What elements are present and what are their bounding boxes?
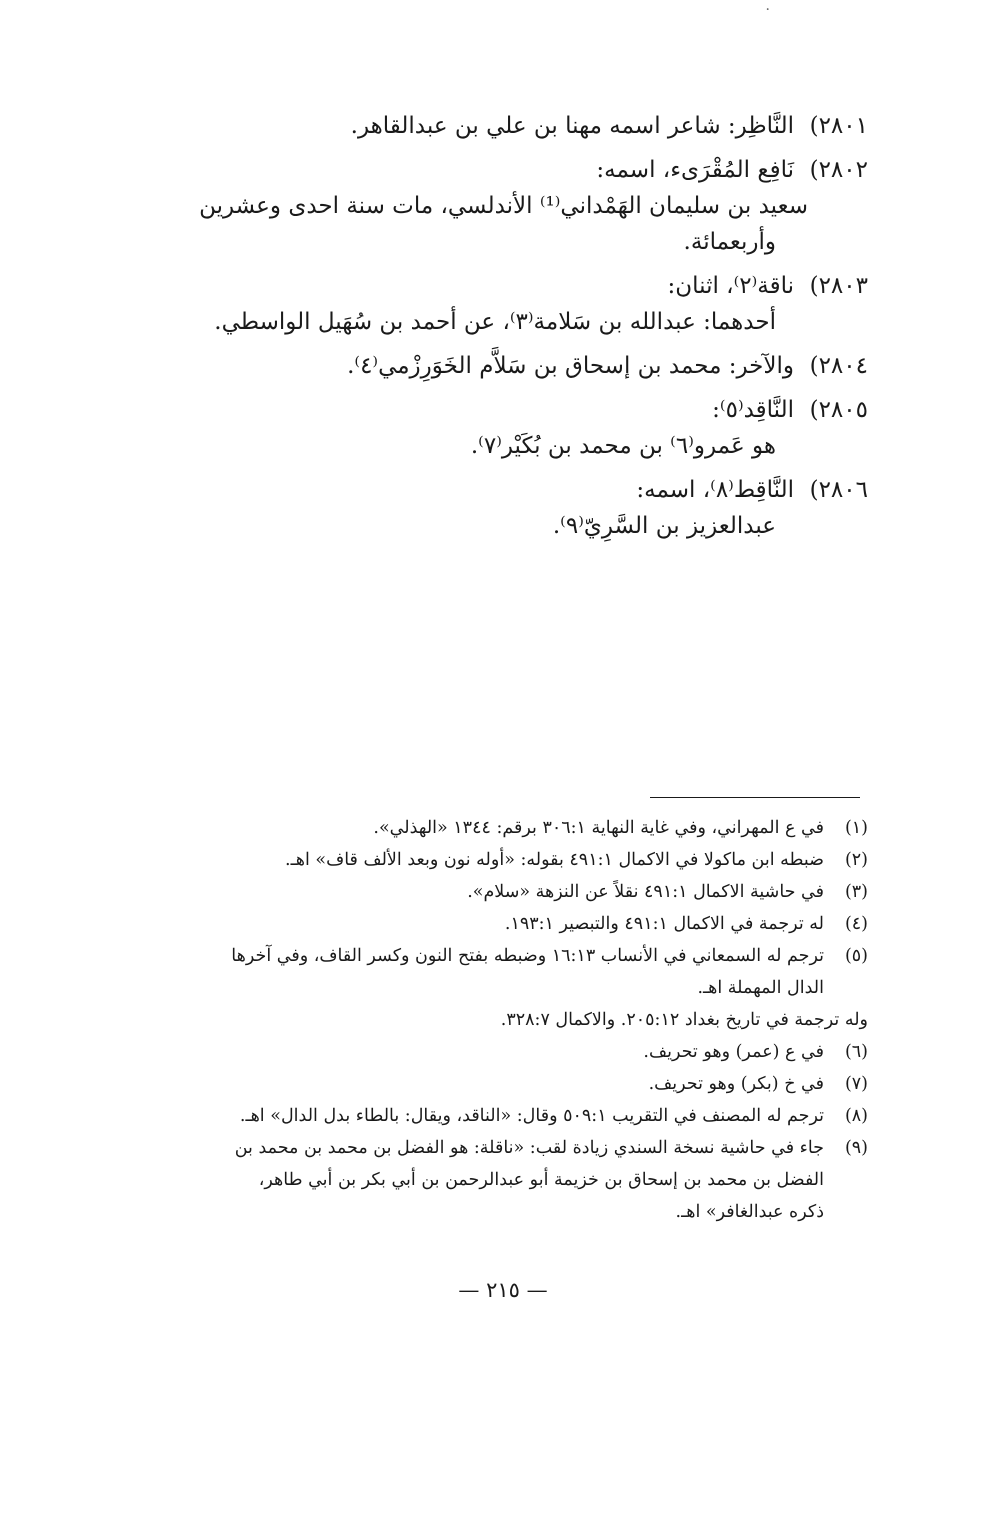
page-number: — ٢١٥ — [458,1278,548,1302]
footnote-number: (٩) [844,1138,868,1158]
entry-number: ٢٨٠٤) [809,353,868,379]
entry-heading: والآخر: محمد بن إسحاق بن سَلاَّم الخَوَرِزْمي⁽٤⁾. [347,353,794,379]
entry-2806 [128,472,868,544]
footnote-number: (٦) [844,1042,868,1062]
entry-body: هو عَمرو⁽٦⁾ بن محمد بن بُكَيْر⁽٧⁾. [470,433,776,459]
footnote-text: ترجم له السمعاني في الأنساب ١٦:١٣ وضبطه بفتح النون وكسر القاف، وفي آخرها [231,946,824,966]
entry-number: ٢٨٠٣) [809,273,868,299]
footnote-2 [138,844,868,876]
footnote-number: (١) [844,818,868,838]
footnote-7 [138,1068,868,1100]
footnotes [138,812,868,1228]
footnote-number: (٨) [844,1106,868,1126]
entry-body: عبدالعزيز بن السَّرِيّ⁽٩⁾. [552,513,776,539]
entry-heading: النَّاقِط⁽٨⁾، اسمه: [636,477,794,503]
footnote-text: في ع المهراني، وفي غاية النهاية ٣٠٦:١ برقم: ١٣٤٤ «الهذلي». [373,818,824,838]
footnote-text: ترجم له المصنف في التقريب ٥٠٩:١ وقال: «الناقد، ويقال: بالطاء بدل الدال» اهـ. [239,1106,824,1126]
footnote-text: في خ (بكر) وهو تحريف. [648,1074,824,1094]
footnote-8 [138,1100,868,1132]
footnote-continuation: الدال المهملة اهـ. [697,978,824,998]
footnote-number: (٤) [844,914,868,934]
footnote-text: جاء في حاشية نسخة السندي زيادة لقب: «ناقلة: هو الفضل بن محمد بن محمد بن [234,1138,824,1158]
footnote-6 [138,1036,868,1068]
footnote-text: في ع (عمر) وهو تحريف. [643,1042,824,1062]
footnote-number: (٣) [844,882,868,902]
main-text [128,108,868,552]
entry-number: ٢٨٠١) [809,113,868,139]
entry-heading: النَّاقِد⁽٥⁾: [712,397,794,423]
entry-body-continuation: وأربعمائة. [683,229,776,255]
footnote-continuation: الفضل بن محمد بن إسحاق بن خزيمة أبو عبدالرحمن بن أبي بكر بن أبي طاهر، [258,1170,824,1190]
entry-body: سعيد بن سليمان الهَمْداني⁽¹⁾ الأندلسي، مات سنة احدى وعشرين [199,193,808,219]
entry-2802 [128,152,868,260]
footnote-9 [138,1132,868,1228]
entry-2801 [128,108,868,144]
footnote-number: (٧) [844,1074,868,1094]
footnote-5 [138,940,868,1004]
footnote-3 [138,876,868,908]
footnote-continuation: ذكره عبدالغافر» اهـ. [675,1202,824,1222]
footnote-number: (٢) [844,850,868,870]
footnote-1 [138,812,868,844]
entry-number: ٢٨٠٥) [809,397,868,423]
entry-number: ٢٨٠٢) [809,157,868,183]
footnote-4 [138,908,868,940]
footnote-text: ضبطه ابن ماكولا في الاكمال ٤٩١:١ بقوله: «أوله نون وبعد الألف قاف» اهـ. [285,850,824,870]
footnote-5-addendum: وله ترجمة في تاريخ بغداد ٢٠٥:١٢. والاكمال ٣٢٨:٧. [500,1010,868,1030]
entry-number: ٢٨٠٦) [809,477,868,503]
footnote-text: في حاشية الاكمال ٤٩١:١ نقلاً عن النزهة «سلام». [467,882,824,902]
entry-2803 [128,268,868,340]
entry-heading: نَافِع المُقْرَىء، اسمه: [596,157,794,183]
footnote-text: له ترجمة في الاكمال ٤٩١:١ والتبصير ١٩٣:١. [504,914,824,934]
corner-mark: · [765,2,770,18]
entry-2805 [128,392,868,464]
entry-heading: النَّاظِر: شاعر اسمه مهنا بن علي بن عبدالقاهر. [350,113,794,139]
entry-heading: ناقة⁽٢⁾، اثنان: [667,273,794,299]
entry-2804 [128,348,868,384]
entry-body: أحدهما: عبدالله بن سَلامة⁽٣⁾، عن أحمد بن سُهَيل الواسطي. [214,309,776,335]
footnote-divider [650,797,860,798]
footnote-number: (٥) [844,946,868,966]
